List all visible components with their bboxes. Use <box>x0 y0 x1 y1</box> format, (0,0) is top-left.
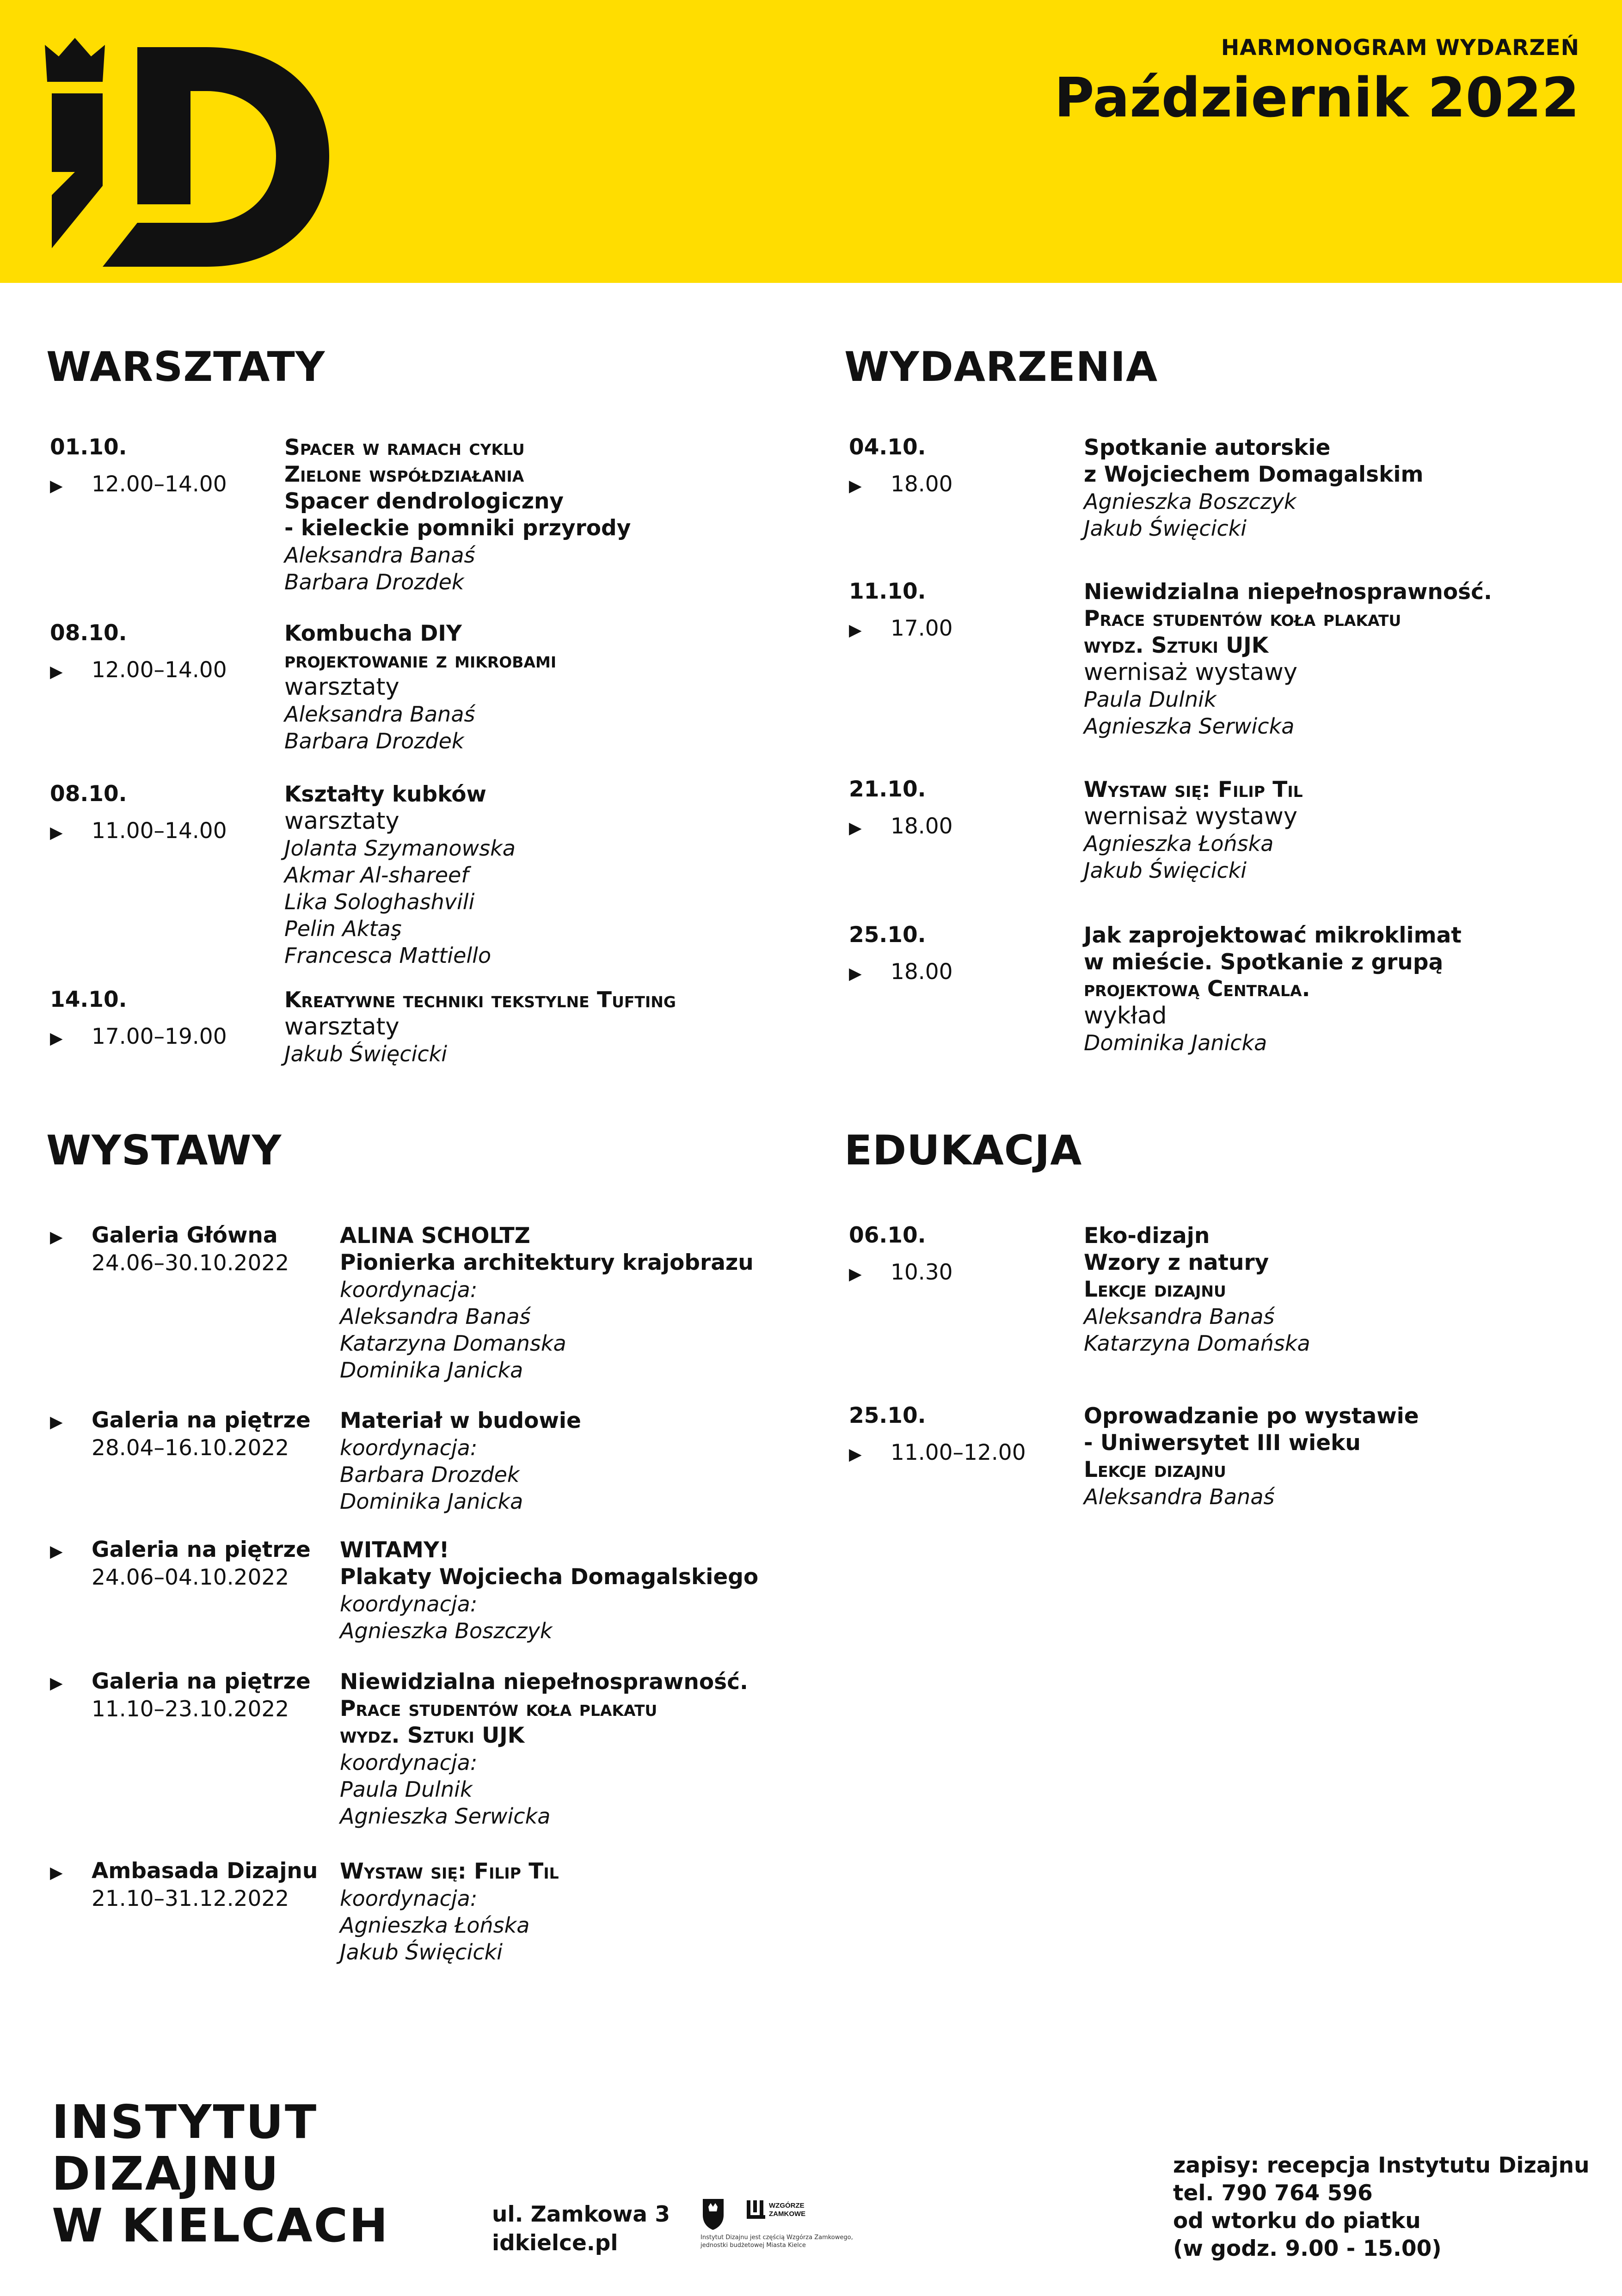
event-person: Paula Dulnik <box>340 1777 473 1802</box>
event-details <box>284 435 631 595</box>
event-series: Prace studentów koła plakatu <box>1084 606 1401 631</box>
play-arrow-icon: ▶ <box>50 1228 63 1247</box>
event-title: Kombucha DIY <box>284 621 462 646</box>
exhibition-venue: ▶ Galeria na piętrze <box>50 1537 311 1562</box>
coordination-label: koordynacja: <box>340 1435 478 1460</box>
play-arrow-icon: ▶ <box>849 819 862 838</box>
event-type: wernisaż wystawy <box>1084 659 1298 686</box>
event-person: Barbara Drozdek <box>284 569 464 594</box>
exhibition-dates: 11.10–23.10.2022 <box>92 1696 289 1722</box>
event-series: wydz. Sztuki UJK <box>1084 633 1269 658</box>
institute-address <box>492 2200 670 2258</box>
header-subtitle: HARMONOGRAM WYDARZEŃ <box>1221 35 1579 61</box>
event-details <box>284 781 516 969</box>
exhibition-dates: 24.06–04.10.2022 <box>92 1565 289 1590</box>
event-person: Jakub Święcicki <box>340 1940 503 1965</box>
play-arrow-icon: ▶ <box>50 1674 63 1693</box>
event-person: Lika Sologhashvili <box>284 889 475 914</box>
coordination-label: koordynacja: <box>340 1592 478 1616</box>
event-title: Spotkanie autorskie <box>1084 435 1331 460</box>
play-arrow-icon: ▶ <box>849 964 862 983</box>
play-arrow-icon: ▶ <box>50 477 63 496</box>
event-details <box>1084 1403 1419 1510</box>
event-type: warsztaty <box>284 808 399 835</box>
event-person: Agnieszka Serwicka <box>1084 714 1295 739</box>
event-title: Spacer dendrologiczny <box>284 489 564 514</box>
event-person: Barbara Drozdek <box>340 1462 520 1487</box>
event-person: Pelin Aktaş <box>284 916 402 941</box>
registration-line: zapisy: recepcja Instytutu Dizajnu <box>1173 2153 1590 2178</box>
event-date: 21.10. <box>849 777 926 802</box>
play-arrow-icon: ▶ <box>50 662 63 681</box>
event-series: Zielone współdziałania <box>284 462 524 487</box>
affiliation-note: Instytut Dizajnu jest częścią Wzgórza Zamkowego, jednostki budżetowej Miasta Kielce <box>700 2234 853 2249</box>
event-person: Aleksandra Banaś <box>1084 1484 1275 1509</box>
exhibition-details <box>340 1537 758 1644</box>
institute-name: INSTYTUT DIZAJNU W KIELCACH <box>52 2095 389 2253</box>
event-time: ▶ 11.00–14.00 <box>50 818 227 844</box>
event-person: Francesca Mattiello <box>284 943 492 968</box>
event-time: ▶ 18.00 <box>849 814 953 839</box>
event-title: Kształty kubków <box>284 782 486 807</box>
event-time: ▶ 17.00 <box>849 616 953 641</box>
event-title: - Uniwersytet III wieku <box>1084 1430 1361 1456</box>
event-person: Aleksandra Banaś <box>340 1304 531 1329</box>
exhibition-details <box>340 1669 748 1830</box>
event-title: Kreatywne techniki tekstylne Tufting <box>284 987 676 1013</box>
partner-logo-text: ZAMKOWE <box>769 2210 806 2218</box>
exhibition-title: ALINA SCHOLTZ <box>340 1223 530 1249</box>
event-title: - kieleckie pomniki przyrody <box>284 515 631 541</box>
exhibition-title: Plakaty Wojciecha Domagalskiego <box>340 1564 759 1590</box>
event-type: wernisaż wystawy <box>1084 803 1298 830</box>
play-arrow-icon: ▶ <box>50 1542 63 1561</box>
event-title: Niewidzialna niepełnosprawność. <box>1084 579 1492 605</box>
wzgorze-zamkowe-logo-icon <box>747 2200 805 2219</box>
event-person: Dominika Janicka <box>340 1489 523 1514</box>
section-title-wystawy: WYSTAWY <box>46 1127 282 1174</box>
phone-number: tel. 790 764 596 <box>1173 2180 1373 2206</box>
event-details <box>284 987 676 1067</box>
event-date: 25.10. <box>849 922 926 948</box>
event-title: Jak zaprojektować mikroklimat <box>1084 923 1462 948</box>
exhibition-details <box>340 1408 581 1515</box>
play-arrow-icon: ▶ <box>50 823 63 842</box>
event-details <box>1084 579 1492 740</box>
event-date: 08.10. <box>50 620 127 646</box>
play-arrow-icon: ▶ <box>849 1445 862 1464</box>
section-title-warsztaty: WARSZTATY <box>46 343 326 391</box>
event-details <box>1084 435 1423 542</box>
header-band <box>0 0 1622 283</box>
event-title: Wystaw się: Filip Til <box>1084 777 1303 802</box>
event-person: Katarzyna Domanska <box>340 1331 566 1356</box>
play-arrow-icon: ▶ <box>50 1863 63 1882</box>
event-series: projektową Centrala. <box>1084 976 1310 1002</box>
exhibition-title: Pionierka architektury krajobrazu <box>340 1250 754 1275</box>
play-arrow-icon: ▶ <box>849 1265 862 1284</box>
exhibition-title: Niewidzialna niepełnosprawność. <box>340 1669 748 1695</box>
exhibition-dates: 28.04–16.10.2022 <box>92 1435 289 1461</box>
event-person: Aleksandra Banaś <box>284 702 475 727</box>
event-title: Wzory z natury <box>1084 1250 1269 1275</box>
event-person: Aleksandra Banaś <box>1084 1304 1275 1329</box>
event-time: ▶ 18.00 <box>849 959 953 985</box>
event-time: ▶ 17.00–19.00 <box>50 1024 227 1049</box>
event-details <box>1084 1223 1310 1357</box>
exhibition-title: WITAMY! <box>340 1537 449 1563</box>
event-person: Agnieszka Boszczyk <box>340 1618 553 1643</box>
event-date: 25.10. <box>849 1403 926 1428</box>
event-person: Barbara Drozdek <box>284 729 464 753</box>
exhibition-details <box>340 1858 559 1965</box>
partner-logo-text: WZGÓRZE <box>769 2202 805 2210</box>
event-person: Jakub Święcicki <box>1084 858 1247 883</box>
exhibition-details <box>340 1223 754 1384</box>
exhibition-venue: ▶ Galeria na piętrze <box>50 1408 311 1433</box>
exhibition-venue: ▶ Ambasada Dizajnu <box>50 1858 318 1884</box>
id-crown-logo-icon <box>43 38 338 269</box>
event-person: Aleksandra Banaś <box>284 543 475 568</box>
event-time: ▶ 12.00–14.00 <box>50 657 227 683</box>
event-title: Eko-dizajn <box>1084 1223 1210 1249</box>
event-series: Lekcje dizajnu <box>1084 1277 1226 1302</box>
event-series: projektowanie z mikrobami <box>284 648 557 673</box>
event-date: 01.10. <box>50 435 127 460</box>
section-title-wydarzenia: WYDARZENIA <box>844 343 1158 391</box>
registration-info <box>1173 2152 1590 2263</box>
event-person: Akmar Al-shareef <box>284 863 469 888</box>
event-person: Katarzyna Domańska <box>1084 1331 1310 1356</box>
exhibition-dates: 24.06–30.10.2022 <box>92 1250 289 1276</box>
event-date: 11.10. <box>849 579 926 604</box>
event-person: Paula Dulnik <box>1084 687 1216 712</box>
coordination-label: koordynacja: <box>340 1277 478 1302</box>
coordination-label: koordynacja: <box>340 1750 478 1775</box>
event-details <box>284 620 556 754</box>
exhibition-series: Prace studentów koła plakatu <box>340 1696 657 1721</box>
event-type: warsztaty <box>284 1013 399 1041</box>
event-person: Agnieszka Boszczyk <box>1084 489 1296 514</box>
event-time: ▶ 10.30 <box>849 1260 953 1285</box>
play-arrow-icon: ▶ <box>50 1413 63 1432</box>
event-person: Jakub Święcicki <box>1084 516 1247 541</box>
event-details <box>1084 777 1303 884</box>
event-date: 06.10. <box>849 1223 926 1248</box>
city-coat-of-arms-icon <box>703 2199 724 2230</box>
exhibition-series: wydz. Sztuki UJK <box>340 1723 525 1748</box>
event-details <box>1084 922 1462 1056</box>
event-date: 08.10. <box>50 781 127 807</box>
play-arrow-icon: ▶ <box>50 1029 63 1048</box>
coordination-label: koordynacja: <box>340 1886 478 1911</box>
event-person: Dominika Janicka <box>1084 1030 1267 1055</box>
event-time: ▶ 18.00 <box>849 471 953 497</box>
website-link: idkielce.pl <box>492 2230 618 2256</box>
event-person: Dominika Janicka <box>340 1358 523 1383</box>
event-person: Agnieszka Łońska <box>1084 831 1274 856</box>
event-series: Spacer w ramach cyklu <box>284 435 525 460</box>
street-address: ul. Zamkowa 3 <box>492 2202 670 2227</box>
event-title: Oprowadzanie po wystawie <box>1084 1403 1419 1429</box>
play-arrow-icon: ▶ <box>849 621 862 640</box>
event-person: Jolanta Szymanowska <box>284 836 516 861</box>
exhibition-title: Wystaw się: Filip Til <box>340 1859 559 1884</box>
event-type: warsztaty <box>284 673 399 701</box>
event-time: ▶ 11.00–12.00 <box>849 1440 1026 1465</box>
event-title: z Wojciechem Domagalskim <box>1084 462 1424 487</box>
event-time: ▶ 12.00–14.00 <box>50 471 227 497</box>
event-person: Agnieszka Łońska <box>340 1913 530 1938</box>
event-type: wykład <box>1084 1002 1167 1029</box>
event-series: Lekcje dizajnu <box>1084 1457 1226 1482</box>
opening-hours: (w godz. 9.00 - 15.00) <box>1173 2236 1442 2261</box>
exhibition-venue: ▶ Galeria na piętrze <box>50 1669 311 1694</box>
event-person: Agnieszka Serwicka <box>340 1804 551 1829</box>
header-title: Październik 2022 <box>1054 66 1579 129</box>
exhibition-title: Materiał w budowie <box>340 1408 581 1433</box>
event-date: 04.10. <box>849 435 926 460</box>
opening-days: od wtorku do piatku <box>1173 2208 1421 2234</box>
section-title-edukacja: EDUKACJA <box>844 1127 1082 1174</box>
exhibition-venue: ▶ Galeria Główna <box>50 1223 278 1248</box>
play-arrow-icon: ▶ <box>849 477 862 496</box>
exhibition-dates: 21.10–31.12.2022 <box>92 1886 289 1911</box>
event-person: Jakub Święcicki <box>284 1041 448 1066</box>
event-date: 14.10. <box>50 987 127 1012</box>
event-title: w mieście. Spotkanie z grupą <box>1084 949 1444 975</box>
